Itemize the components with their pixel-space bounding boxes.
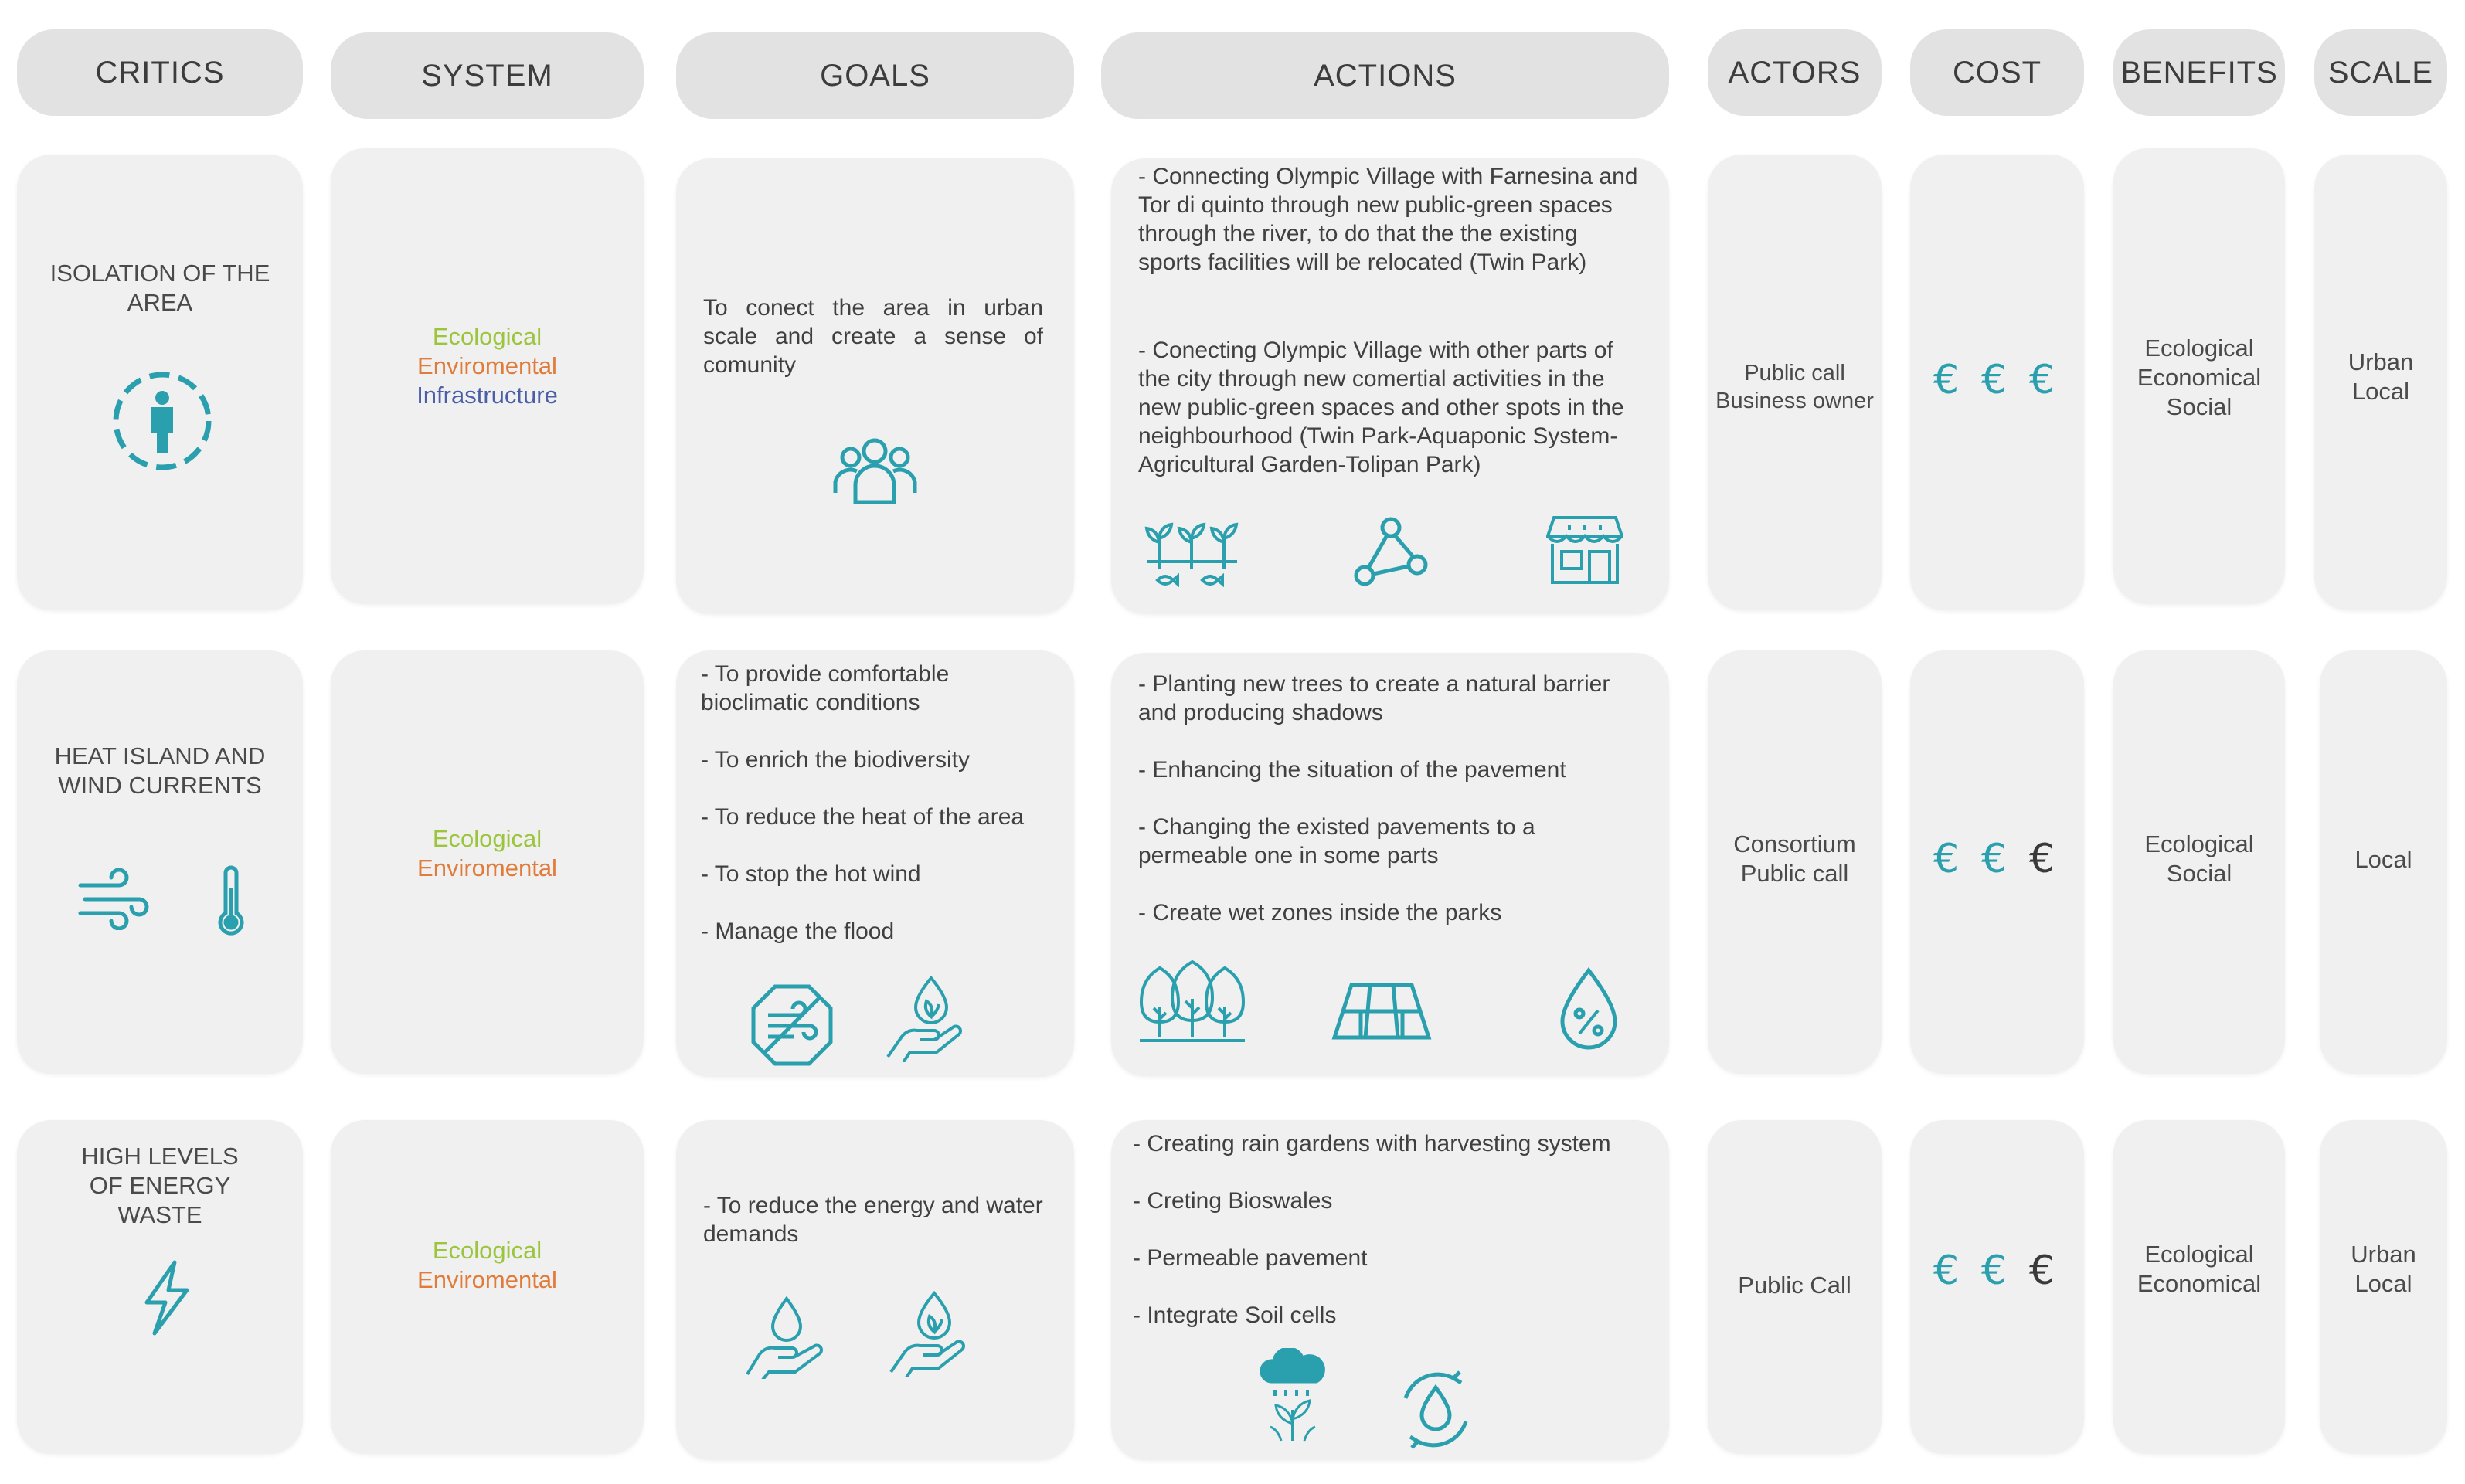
critic-cell-heat: [17, 650, 303, 1074]
critic-label: HIGH LEVELS OF ENERGY WASTE: [81, 1143, 239, 1228]
rain-plant-icon: [1258, 1348, 1328, 1445]
benefit-item: Ecological: [2144, 334, 2254, 362]
actors-cell-row2: [1708, 650, 1882, 1074]
action-item: - Changing the existed pavements to a permeable one in some parts: [1138, 814, 1535, 868]
humidity-drop-icon: [1558, 966, 1620, 1051]
system-ecological: Ecological: [432, 825, 542, 852]
scale-item: Urban: [2348, 348, 2414, 375]
system-environmental: Enviromental: [417, 854, 557, 881]
header-benefits: BENEFITS: [2113, 29, 2285, 116]
trees-icon: [1138, 960, 1246, 1045]
action-item: - Planting new trees to create a natural barrier and producing shadows: [1138, 671, 1610, 725]
person-target-icon: [108, 367, 216, 475]
goals-cell-row3: [676, 1120, 1074, 1460]
actions-cell-row2: [1111, 653, 1669, 1076]
goal-item: - Manage the flood: [701, 919, 895, 944]
benefits-cell-row1: [2113, 148, 2285, 604]
system-environmental: Enviromental: [417, 1266, 557, 1293]
goal-item: - To stop the hot wind: [701, 861, 921, 887]
goal-text: To conect the area in urban scale and create a sense of comunity: [703, 295, 1043, 378]
action-item: - Creating rain gardens with harvesting system: [1133, 1131, 1611, 1156]
benefits-cell-row2: [2113, 650, 2285, 1074]
scale-item: Urban: [2351, 1241, 2416, 1268]
cost-euro-icon: €: [1933, 357, 1960, 403]
action-item: - Permeable pavement: [1133, 1245, 1368, 1271]
cost-euro-icon: €: [1981, 357, 2008, 403]
header-scale: SCALE: [2314, 29, 2447, 116]
aquaponic-plants-icon: [1144, 515, 1240, 589]
header-actions: ACTIONS: [1101, 32, 1669, 119]
cost-cell-row1: [1910, 155, 2084, 610]
action-item: - Integrate Soil cells: [1133, 1302, 1337, 1328]
actor-item: Consortium: [1733, 830, 1856, 857]
hand-drop-icon: [744, 1294, 829, 1379]
system-ecological: Ecological: [432, 1237, 542, 1264]
goal-text: - To reduce the energy and water demands: [703, 1193, 1043, 1247]
benefits-cell-row3: [2113, 1120, 2285, 1454]
network-nodes-icon: [1352, 515, 1430, 589]
system-cell-row1: [331, 148, 644, 604]
goal-item: - To enrich the biodiversity: [701, 747, 970, 773]
benefit-item: Social: [2166, 393, 2232, 420]
header-critics: CRITICS: [17, 29, 303, 116]
cost-euro-icon: €: [2029, 357, 2055, 403]
system-ecological: Ecological: [432, 323, 542, 350]
water-cycle-icon: [1393, 1367, 1478, 1452]
cost-euro-icon: €: [1981, 836, 2008, 882]
benefit-item: Ecological: [2144, 1241, 2254, 1268]
community-group-icon: [831, 433, 920, 506]
goals-cell-row1: [676, 158, 1074, 614]
goal-item: - To provide comfortable bioclimatic conditions: [701, 661, 950, 715]
cost-euro-icon: €: [1933, 836, 1960, 882]
benefit-item: Economical: [2137, 364, 2262, 391]
cost-euro-icon-muted: €: [2029, 836, 2055, 882]
actions-cell-row1: [1111, 158, 1669, 614]
scale-item: Local: [2354, 846, 2412, 873]
hand-water-leaf-icon: [883, 973, 968, 1062]
hand-water-leaf-icon: [886, 1289, 971, 1377]
critic-label: ISOLATION OF THE AREA: [49, 260, 270, 316]
scale-cell-row2: [2320, 650, 2447, 1074]
action-item: - Create wet zones inside the parks: [1138, 900, 1502, 925]
actions-cell-row3: [1111, 1120, 1669, 1460]
scale-item: Local: [2351, 378, 2410, 405]
actor-item: Public call: [1744, 361, 1845, 385]
shop-icon: [1546, 510, 1624, 587]
cost-euro-icon-muted: €: [2029, 1248, 2055, 1294]
critic-cell-energy: [17, 1120, 303, 1454]
actor-item: Business owner: [1715, 389, 1874, 413]
goal-item: - To reduce the heat of the area: [701, 804, 1025, 830]
system-cell-row2: [331, 650, 644, 1074]
header-cost: COST: [1910, 29, 2084, 116]
system-environmental: Enviromental: [417, 352, 557, 379]
actors-cell-row3: [1708, 1120, 1882, 1454]
actors-cell-row1: [1708, 155, 1882, 610]
cost-euro-icon: €: [1981, 1248, 2008, 1294]
benefit-item: Economical: [2137, 1270, 2262, 1297]
scale-item: Local: [2354, 1270, 2412, 1297]
scale-cell-row3: [2320, 1120, 2447, 1454]
action-item: - Enhancing the situation of the pavement: [1138, 757, 1566, 783]
no-wind-icon: [750, 983, 835, 1068]
actor-item: Public call: [1740, 860, 1849, 887]
cost-cell-row2: [1910, 650, 2084, 1074]
cost-euro-icon: €: [1933, 1248, 1960, 1294]
header-system: SYSTEM: [331, 32, 644, 119]
benefit-item: Social: [2166, 860, 2232, 887]
benefit-item: Ecological: [2144, 830, 2254, 857]
action-item: - Connecting Olympic Village with Farnesina and Tor di quinto through new public-green spaces through the river, to do that the the existing sports facilities will be relocated (Twin Park): [1138, 164, 1638, 275]
action-item: - Conecting Olympic Village with other parts of the city through new comertial activities in the new public-green spaces and other spots in the neighbourhood (Twin Park-Aquaponic System-Agricultural Garden-Tolipan Park): [1138, 338, 1624, 477]
critic-label: HEAT ISLAND AND WIND CURRENTS: [54, 742, 266, 799]
header-goals: GOALS: [676, 32, 1074, 119]
action-item: - Creting Bioswales: [1133, 1188, 1333, 1214]
pavement-icon: [1331, 980, 1432, 1042]
thermometer-icon: [212, 865, 250, 939]
scale-cell-row1: [2314, 155, 2447, 610]
system-cell-row3: [331, 1120, 644, 1454]
header-actors: ACTORS: [1708, 29, 1882, 116]
system-infrastructure: Infrastructure: [416, 382, 558, 409]
wind-icon: [77, 868, 155, 930]
cost-cell-row3: [1910, 1120, 2084, 1454]
actor-item: Public Call: [1738, 1272, 1851, 1299]
critic-cell-isolation: [17, 155, 303, 610]
lightning-icon: [139, 1259, 193, 1336]
goals-cell-row2: [676, 650, 1074, 1077]
